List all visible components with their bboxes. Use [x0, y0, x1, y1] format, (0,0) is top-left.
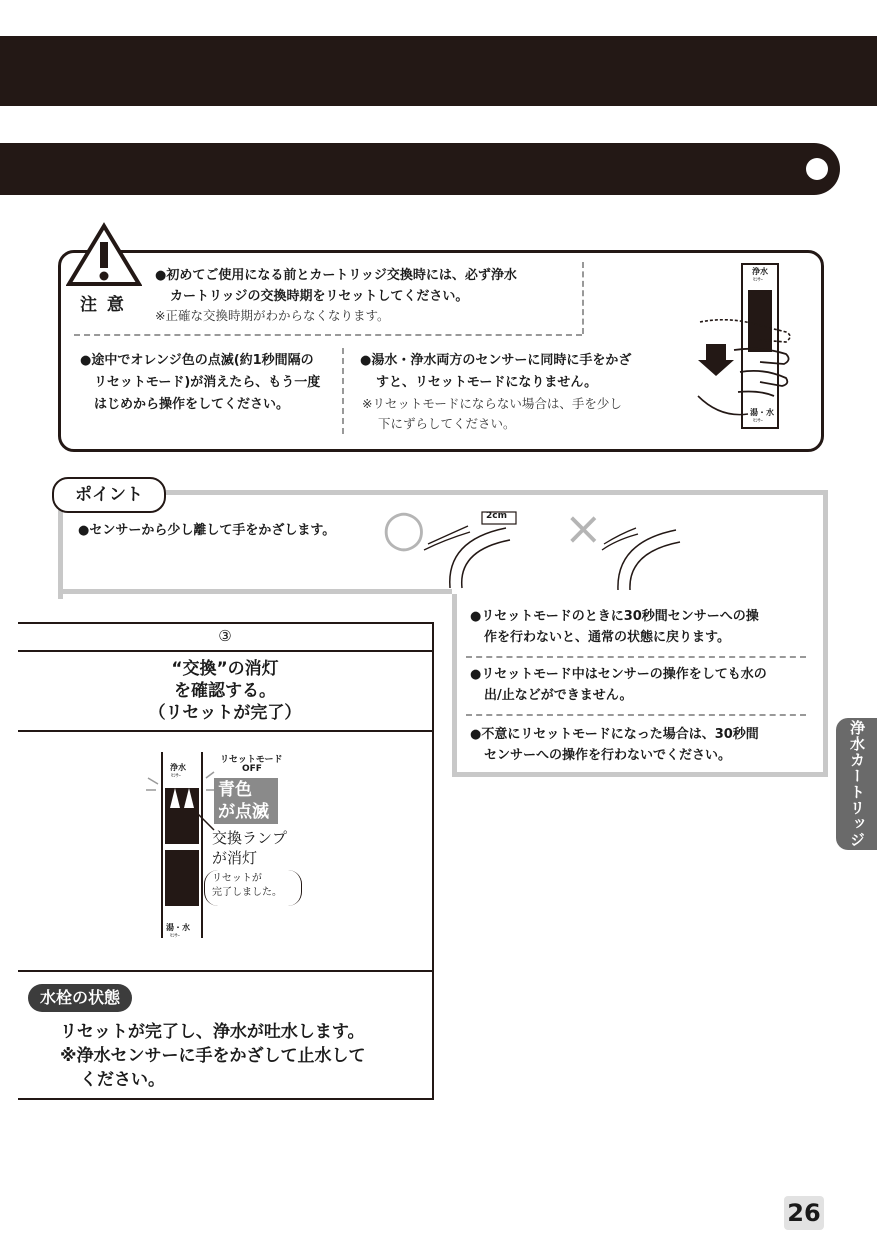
step-number: ③	[218, 627, 232, 645]
section-dot-icon	[806, 158, 828, 180]
caution-heading: 注 意	[80, 295, 126, 315]
faucet-hand-ok-illustration	[420, 510, 520, 590]
divider	[342, 348, 344, 434]
sensor-top-sub: ｾﾝｻｰ	[753, 277, 764, 283]
panel-bottom-label: 湯・水	[166, 923, 190, 932]
step-title-3: （リセットが完了）	[148, 703, 302, 723]
panel-top-sub: ｾﾝｻｰ	[171, 773, 182, 779]
ok-mark-icon: ○	[382, 499, 426, 557]
page-number: 26	[784, 1196, 824, 1230]
state-text-1: リセットが完了し、浄水が吐水します。	[60, 1022, 365, 1042]
sensor-bottom-sub: ｾﾝｻｰ	[753, 418, 764, 424]
divider	[582, 262, 584, 334]
sensor-bottom-label: 湯・水	[750, 408, 774, 417]
header-bar	[0, 36, 877, 106]
caution-item-1b: カートリッジの交換時期をリセットしてください。	[170, 289, 469, 304]
caution-item-3b: すと、リセットモードになりません。	[376, 375, 598, 390]
caution-item-1: ●初めてご使用になる前とカートリッジ交換時には、必ず浄水	[155, 268, 517, 283]
table-row-line	[18, 730, 432, 732]
chapter-tab[interactable]: 浄水カートリッジ	[836, 718, 877, 850]
reset-text-1: リセットが	[212, 873, 262, 884]
point-label: ポイント	[52, 477, 166, 513]
warning-triangle-icon	[66, 222, 142, 288]
distance-label: 2cm	[486, 511, 507, 521]
reset-mode-label: リセットモード	[220, 755, 283, 765]
divider	[466, 656, 806, 658]
step-title-2: を確認する。	[174, 681, 276, 701]
divider	[74, 334, 582, 336]
point-note-3b: センサーへの操作を行わないでください。	[484, 748, 732, 763]
reset-text-2: 完了しました。	[212, 887, 282, 898]
sensor-top-label: 浄水	[752, 267, 768, 276]
reset-mode-state: OFF	[242, 764, 262, 774]
panel-top-label: 浄水	[170, 763, 186, 772]
state-text-3: ください。	[80, 1070, 165, 1090]
state-text-2: ※浄水センサーに手をかざして止水して	[60, 1046, 366, 1066]
point-note-2a: ●リセットモード中はセンサーの操作をしても水の	[470, 667, 767, 682]
point-text: ●センサーから少し離して手をかざします。	[78, 523, 336, 538]
lamp-text-1: 交換ランプ	[212, 829, 288, 847]
caution-item-3-note-a: ※リセットモードにならない場合は、手を少し	[362, 396, 622, 411]
point-note-2b: 出/止などができません。	[484, 688, 633, 703]
faucet-hand-ng-illustration	[598, 516, 688, 592]
blue-blink-text-1: 青色	[218, 780, 252, 800]
caution-item-2c: はじめから操作をしてください。	[94, 397, 290, 412]
point-box-edge	[58, 589, 452, 594]
panel-bottom-sub: ｾﾝｻｰ	[170, 933, 181, 939]
lamp-text-2: が消灯	[212, 849, 258, 867]
ng-mark-icon: ×	[564, 501, 603, 555]
caution-item-2b: リセットモード)が消えたら、もう一度	[94, 375, 321, 390]
faucet-state-badge: 水栓の状態	[28, 984, 132, 1012]
caution-item-3a: ●湯水・浄水両方のセンサーに同時に手をかざ	[360, 353, 632, 368]
blue-blink-text-2: が点滅	[218, 802, 269, 822]
point-note-1b: 作を行わないと、通常の状態に戻ります。	[484, 630, 730, 645]
caution-item-3-note-b: 下にずらしてください。	[378, 416, 516, 431]
divider	[466, 714, 806, 716]
point-note-3a: ●不意にリセットモードになった場合は、30秒間	[470, 727, 759, 742]
step-title-1: “交換”の消灯	[171, 659, 279, 679]
caution-item-2a: ●途中でオレンジ色の点滅(約1秒間隔の	[80, 353, 314, 368]
section-bar	[0, 143, 840, 195]
table-row-line	[18, 650, 432, 652]
table-row-line	[18, 970, 432, 972]
caution-item-1-note: ※正確な交換時期がわからなくなります。	[155, 308, 390, 323]
point-note-1a: ●リセットモードのときに30秒間センサーへの操	[470, 609, 759, 624]
